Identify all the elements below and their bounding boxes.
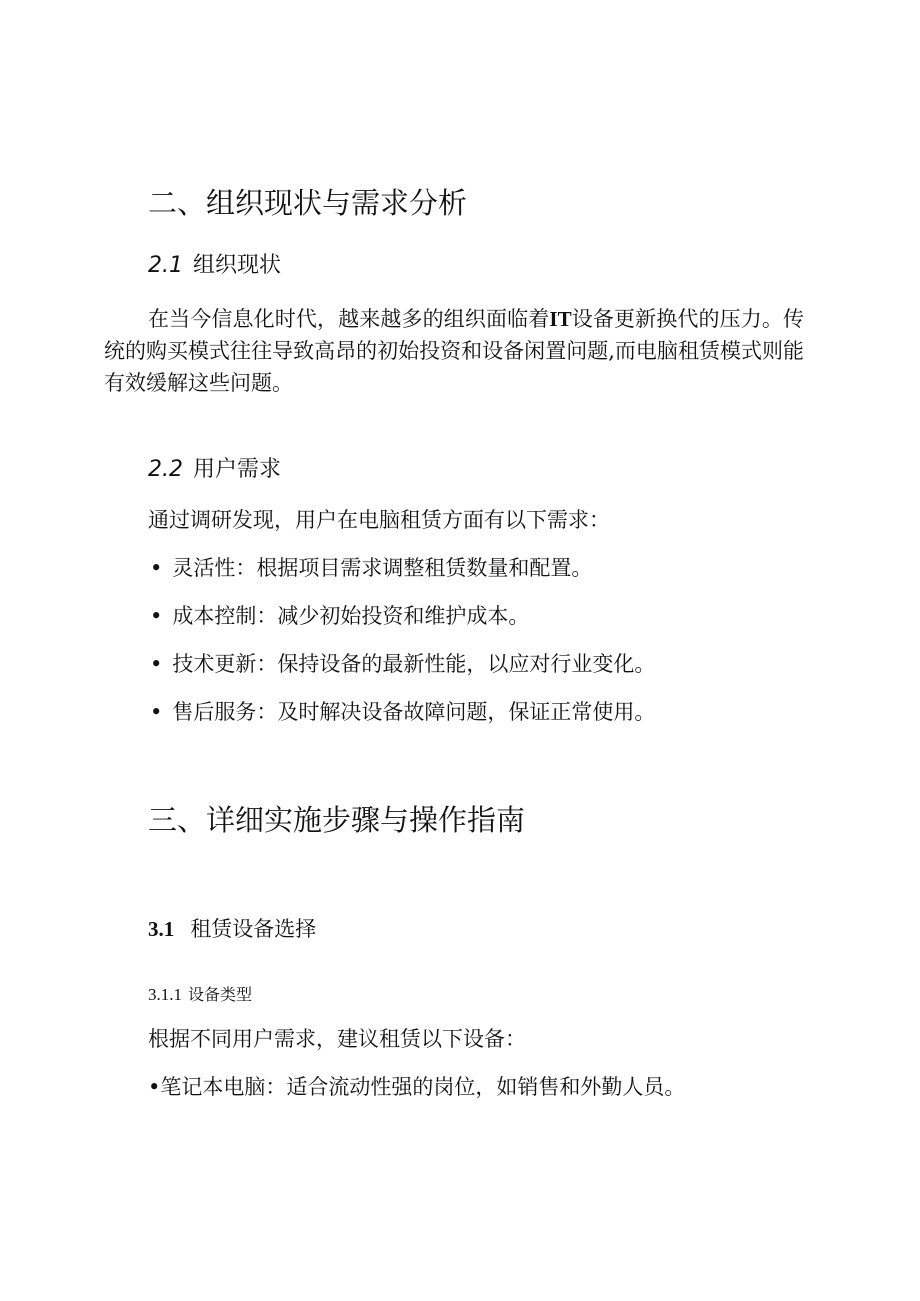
list-item-text: 成本控制：减少初始投资和维护成本。 xyxy=(172,604,530,628)
subsubsection-number: 3.1.1 xyxy=(148,985,182,1004)
bullet-icon: • xyxy=(148,1075,161,1099)
subsection-number: 3.1 xyxy=(148,917,175,941)
bullet-icon: • xyxy=(150,604,163,628)
section-heading: 二、组织现状与需求分析 xyxy=(148,186,468,220)
subsection-heading xyxy=(148,915,316,943)
list-item-text: 灵活性：根据项目需求调整租赁数量和配置。 xyxy=(172,556,593,580)
subsection-heading xyxy=(148,252,281,280)
subsection-title: 用户需求 xyxy=(193,457,282,482)
body-paragraph xyxy=(104,303,804,399)
subsubsection-title: 设备类型 xyxy=(188,985,253,1004)
subsection-title: 组织现状 xyxy=(193,253,282,278)
bullet-icon: • xyxy=(150,556,163,580)
list-item xyxy=(150,649,655,679)
paragraph-text: 设备更新换代的压力。传统的购买模式往往导致高昂的初始投资和设备闲置问题,而电脑租赁模式则能有效缓解这些问题。 xyxy=(104,307,805,395)
bullet-icon: • xyxy=(150,700,163,724)
list-item-text: 笔记本电脑：适合流动性强的岗位，如销售和外勤人员。 xyxy=(160,1075,686,1099)
subsection-number: 2.2 xyxy=(148,457,183,482)
list-item xyxy=(150,601,529,631)
subsubsection-heading xyxy=(148,984,252,1006)
list-item xyxy=(150,553,592,583)
paragraph-text: 在当今信息化时代，越来越多的组织面临着 xyxy=(148,307,550,331)
section-heading: 三、详细实施步骤与操作指南 xyxy=(148,803,526,837)
bullet-icon: • xyxy=(150,652,163,676)
intro-text: 根据不同用户需求，建议租赁以下设备： xyxy=(148,1027,526,1051)
list-item xyxy=(150,697,655,727)
subsection-heading xyxy=(148,456,281,484)
paragraph-text: IT xyxy=(549,307,572,331)
subsection-number: 2.1 xyxy=(148,253,183,278)
list-item xyxy=(148,1072,685,1102)
list-item-text: 售后服务：及时解决设备故障问题，保证正常使用。 xyxy=(172,700,656,724)
list-item-text: 技术更新：保持设备的最新性能，以应对行业变化。 xyxy=(172,652,656,676)
intro-text: 通过调研发现，用户在电脑租赁方面有以下需求： xyxy=(148,508,610,532)
subsection-title: 租赁设备选择 xyxy=(190,917,317,941)
